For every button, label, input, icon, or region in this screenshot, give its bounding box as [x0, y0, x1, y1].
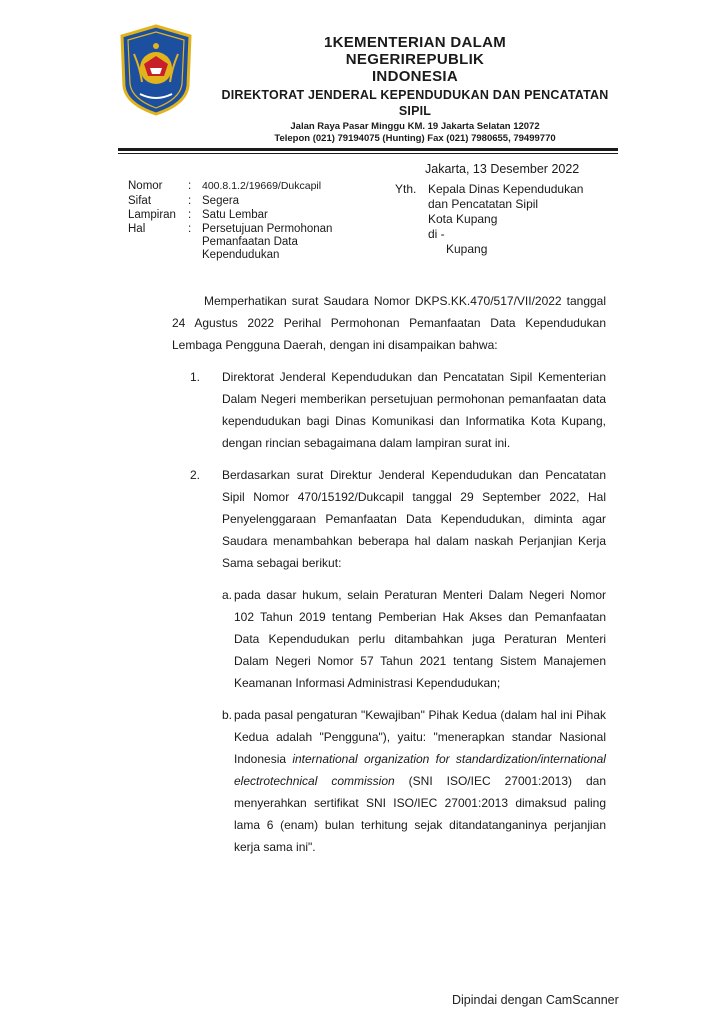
sub-item-letter: b.: [222, 708, 233, 722]
sub-item-letter: a.: [222, 588, 233, 602]
letterhead: [210, 34, 620, 145]
list-item-number: 1.: [190, 370, 201, 384]
recipient-line: Kupang: [446, 242, 488, 256]
sub-item-text: pada dasar hukum, selain Peraturan Menteri Dalam Negeri Nomor 102 Tahun 2019 tentang Pemberian Hak Akses dan Pemanfaatan Data Kependudukan perlu ditambahkan juga Peraturan Menteri Dalam Negeri Nomor 57 Tahun 2021 tentang Sistem Manajemen Keamanan Informasi Administrasi Kependudukan;: [234, 588, 606, 690]
meta-colon: :: [188, 223, 192, 235]
recipient-line: Kota Kupang: [428, 212, 498, 226]
list-item-number: 2.: [190, 468, 201, 482]
meta-value: 400.8.1.2/19669/Dukcapil: [202, 180, 322, 192]
meta-colon: :: [188, 209, 192, 221]
recipient-line: dan Pencatatan Sipil: [428, 197, 539, 211]
list-item: [190, 366, 606, 454]
sub-item-text-end: (SNI ISO/IEC 27001:2013) dan menyerahkan sertifikat SNI ISO/IEC 27001:2013 dimaksud paling lama 6 (enam) bulan terhitung sejak ditandatanganinya perjanjian kerja sama ini".: [234, 774, 607, 854]
office-address: Jalan Raya Pasar Minggu KM. 19 Jakarta Selatan 12072: [290, 121, 540, 132]
meta-colon: :: [188, 195, 192, 207]
office-phone: Telepon (021) 79194075 (Hunting) Fax (021) 7980655, 79499770: [274, 133, 556, 144]
recipient-line: di -: [428, 227, 445, 241]
list-item: [190, 464, 606, 574]
scanner-watermark: Dipindai dengan CamScanner: [452, 993, 619, 1007]
letter-body: [172, 290, 607, 858]
list-item-text: Direktorat Jenderal Kependudukan dan Pencatatan Sipil Kementerian Dalam Negeri memberikan persetujuan permohonan pemanfaatan data kependudukan bagi Dinas Komunikasi dan Informatika Kota Kupang, dengan rincian sebagaimana dalam lampiran surat ini.: [222, 370, 606, 450]
meta-value: Persetujuan Permohonan Pemanfaatan Data Kependudukan: [202, 223, 333, 261]
ministry-name-line2: NEGERIREPUBLIK: [345, 51, 485, 68]
meta-value: Segera: [202, 195, 240, 207]
intro-paragraph: Memperhatikan surat Saudara Nomor DKPS.KK.470/517/VII/2022 tanggal 24 Agustus 2022 Perihal Permohonan Pemanfaatan Data Kependudukan Lembaga Pengguna Daerah, dengan ini disampaikan bahwa:: [172, 294, 606, 352]
ministry-name-line1: 1KEMENTERIAN DALAM: [323, 34, 507, 51]
header-rule-thick: [118, 148, 618, 151]
meta-key: Hal: [128, 223, 146, 235]
recipient-line: Kepala Dinas Kependudukan: [428, 182, 584, 196]
ministry-name-line3: INDONESIA: [371, 68, 459, 85]
header-rule-thin: [118, 153, 618, 154]
meta-key: Sifat: [128, 195, 152, 207]
meta-value: Satu Lembar: [202, 209, 268, 221]
sub-item-text: pada pasal pengaturan "Kewajiban" Pihak Kedua (dalam hal ini Pihak Kedua adalah "Pengguna"), yaitu: "menerapkan standar Nasional Indonesia: [234, 708, 606, 766]
recipient-address: [428, 182, 583, 257]
garuda-emblem-icon: [120, 24, 192, 116]
meta-colon: :: [188, 180, 192, 192]
sub-list-item: [222, 584, 606, 694]
meta-key: Lampiran: [128, 209, 176, 221]
letter-date: Jakarta, 13 Desember 2022: [425, 162, 580, 176]
sub-list-item: [222, 704, 606, 858]
directorate-name: DIREKTORAT JENDERAL KEPENDUDUKAN DAN PENCATATAN SIPIL: [221, 88, 609, 118]
meta-key: Nomor: [128, 180, 163, 192]
sub-item-italic-text: international organization for standardization/international electrotechnical commission: [234, 752, 606, 788]
list-item-text: Berdasarkan surat Direktur Jenderal Kependudukan dan Pencatatan Sipil Nomor 470/15192/Dukcapil tanggal 29 September 2022, Hal Penyelenggaraan Pemanfaatan Data Kependudukan, diminta agar Saudara menambahkan beberapa hal dalam naskah Perjanjian Kerja Sama sebagai berikut:: [222, 468, 606, 570]
recipient-salutation: Yth.: [395, 182, 417, 196]
